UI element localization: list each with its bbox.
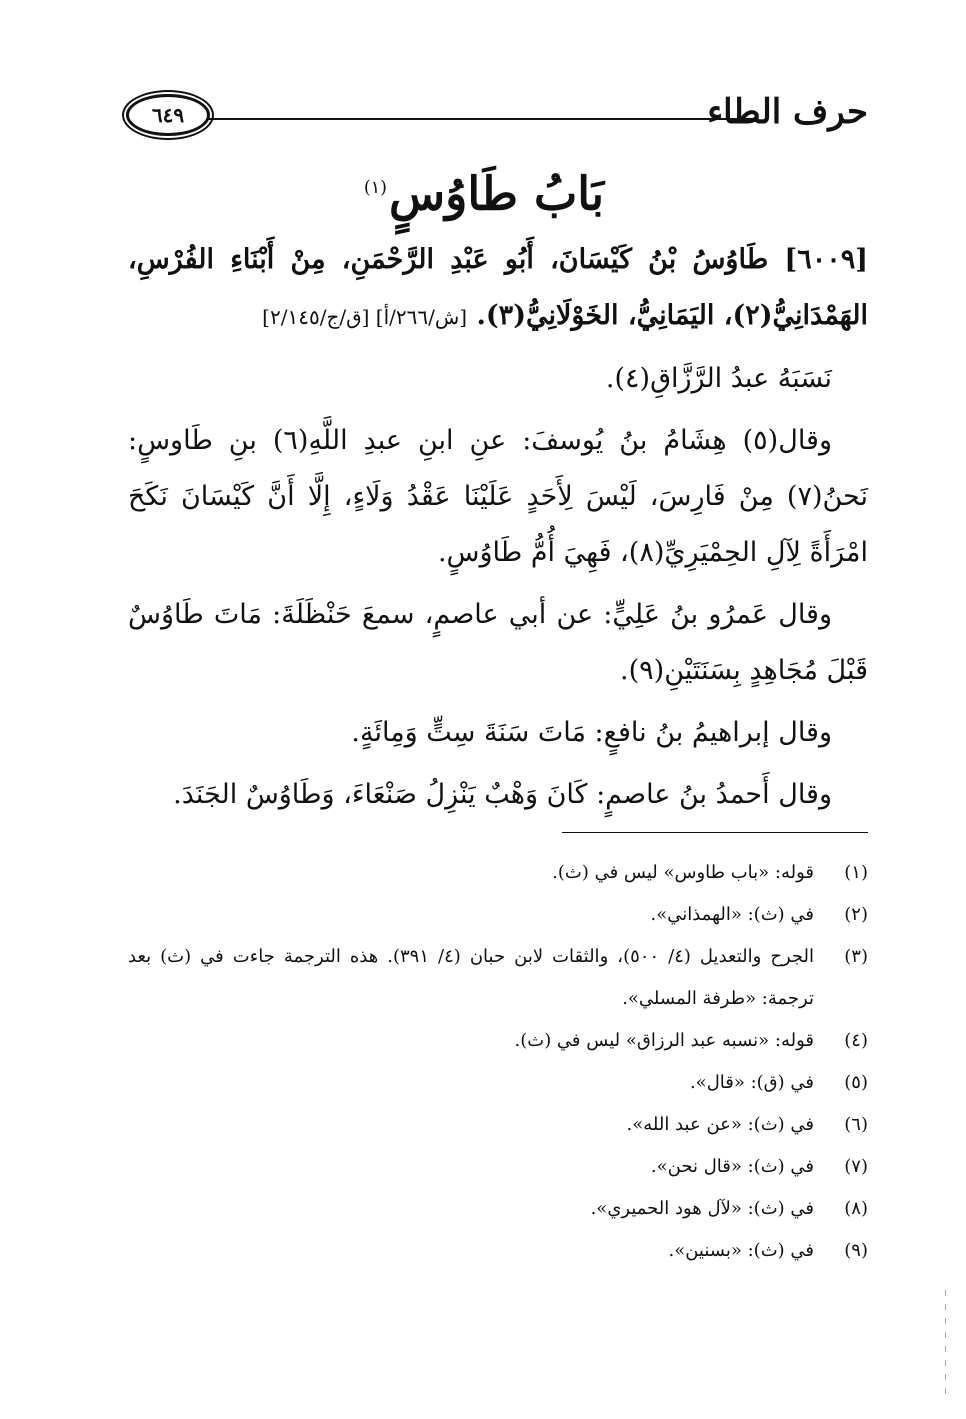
footnote-number: (١): [844, 862, 868, 883]
footnote: [128, 1020, 868, 1062]
footnote-text: الجرح والتعديل (٤/ ٥٠٠)، والثقات لابن حبان (٤/ ٣٩١). هذه الترجمة جاءت في (ث) بعد ترجمة: «طرفة المسلي».: [128, 946, 814, 1009]
footnote-number: (٣): [844, 946, 868, 967]
footnote: [128, 1188, 868, 1230]
footnote: [128, 1230, 868, 1272]
footnote-number: (٩): [844, 1240, 868, 1261]
footnote-number: (٢): [844, 904, 868, 925]
main-text: [128, 232, 868, 829]
footnote-number: (٨): [844, 1198, 868, 1219]
footnote-text: في (ق): «قال».: [689, 1072, 814, 1093]
footnotes: [128, 852, 868, 1272]
scan-edge-mark: [945, 1290, 946, 1400]
footnote-text: قوله: «نسبه عبد الرزاق» ليس في (ث).: [514, 1030, 814, 1051]
footnote-text: في (ث): «لآل هود الحميري».: [590, 1198, 814, 1219]
chapter-title: [0, 158, 966, 223]
footnote-text: قوله: «باب طاوس» ليس في (ث).: [552, 862, 814, 883]
footnote-text: في (ث): «الهمذاني».: [650, 904, 814, 925]
footnote: [128, 852, 868, 894]
chapter-title-text: بَابُ طَاوُسٍ: [388, 166, 605, 221]
footnote: [128, 1146, 868, 1188]
footnote: [128, 1104, 868, 1146]
footnote-separator: [562, 832, 868, 833]
footnote-number: (٧): [844, 1156, 868, 1177]
chapter-footnote-marker: (١): [363, 178, 387, 198]
footnote: [128, 936, 868, 1020]
footnote-number: (٥): [844, 1072, 868, 1093]
paragraph: وقال(٥) هِشَامُ بنُ يُوسفَ: عنِ ابنِ عبدِ اللَّهِ(٦) بنِ طَاوسٍ: نَحنُ(٧) مِنْ فَارِسَ، لَيْسَ لِأَحَدٍ عَلَيْنَا عَقْدُ وَلَاءٍ، إِلَّا أَنَّ كَيْسَانَ نَكَحَ امْرَأَةً لِآلِ الحِمْيَرِيِّ(٨)، فَهِيَ أُمُّ طَاوُسٍ.: [128, 425, 868, 568]
footnote-number: (٦): [844, 1114, 868, 1135]
page-number: ٦٤٩: [126, 94, 210, 136]
footnote-number: (٤): [844, 1030, 868, 1051]
running-title: حرف الطاء: [707, 92, 868, 132]
page-header: [120, 92, 868, 148]
footnote-text: في (ث): «قال نحن».: [650, 1156, 814, 1177]
paragraph: وقال أَحمدُ بنُ عاصمٍ: كَانَ وَهْبٌ يَنْزِلُ صَنْعَاءَ، وَطَاوُسٌ الجَنَدَ.: [173, 779, 832, 810]
footnote: [128, 1062, 868, 1104]
footnote-text: في (ث): «بسنين».: [668, 1240, 814, 1261]
biography-entry: [128, 232, 868, 345]
paragraph: وقال عَمرُو بنُ عَلِيٍّ: عن أبي عاصمٍ، سمعَ حَنْظَلَةَ: مَاتَ طَاوُسٌ قَبْلَ مُجَاهِدٍ بِسَنَتَيْنِ(٩).: [128, 599, 868, 686]
paragraph: وقال إبراهيمُ بنُ نافعٍ: مَاتَ سَنَةَ سِتٍّ وَمِائَةٍ.: [351, 717, 832, 748]
footnote: [128, 894, 868, 936]
header-rule: [208, 118, 758, 120]
paragraph: نَسَبَهُ عبدُ الرَّزَّاقِ(٤).: [605, 363, 832, 394]
footnote-text: في (ث): «عن عبد الله».: [626, 1114, 814, 1135]
entry-heading: [٦٠٠٩] طَاوُسُ بْنُ كَيْسَانَ، أَبُو عَبْدِ الرَّحْمَنِ، مِنْ أَبْنَاءِ الفُرْسِ، الهَمْدَانِيُّ(٢)، اليَمَانِيُّ، الخَوْلَانِيُّ(٣).: [128, 244, 868, 331]
manuscript-refs: [ش/٢٦٦/أ] [ق/ج/٢/١٤٥]: [262, 305, 468, 329]
